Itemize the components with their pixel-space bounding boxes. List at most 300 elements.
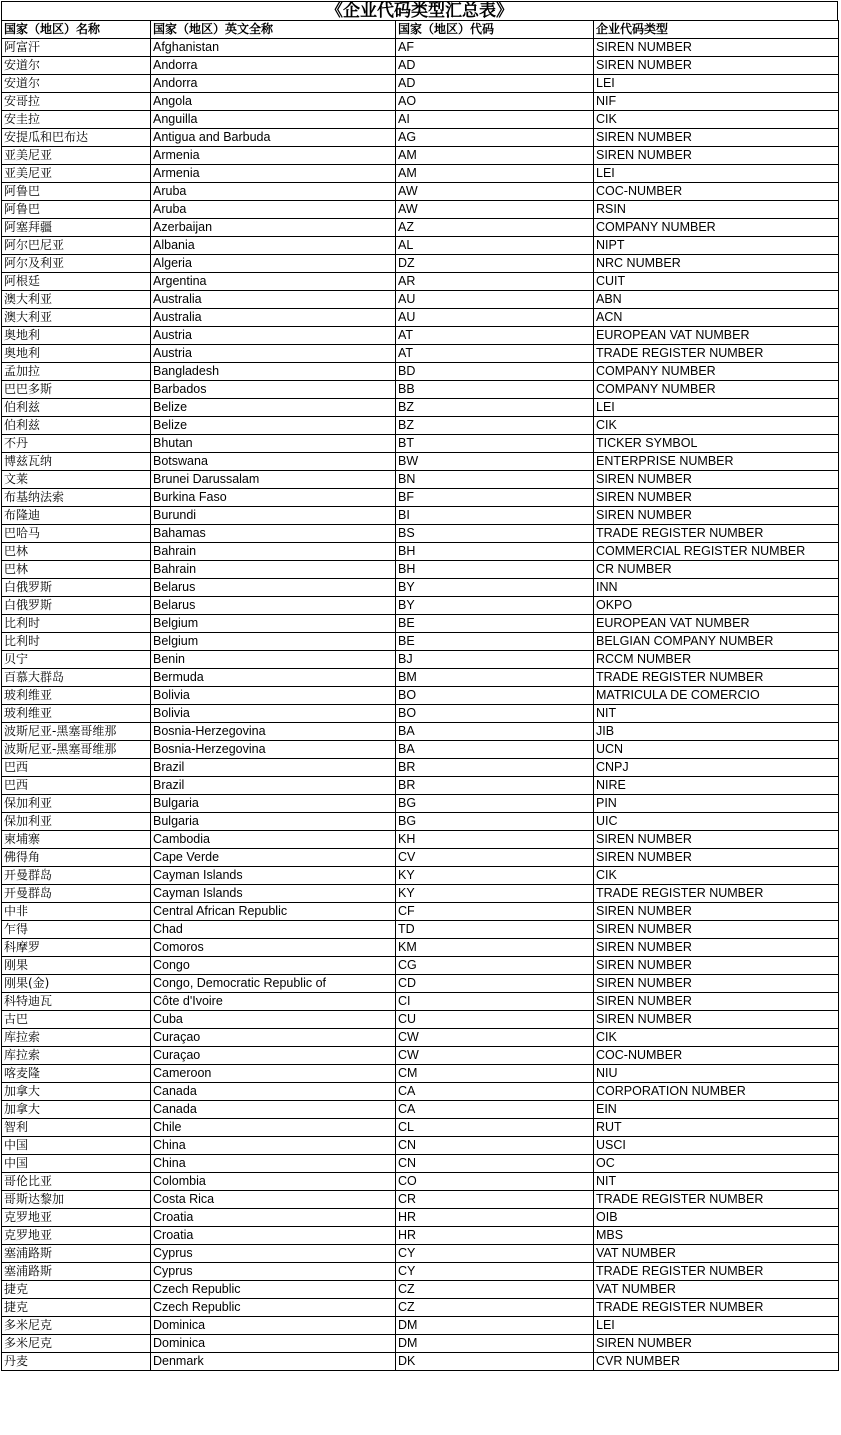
cell-english-name[interactable]: Bosnia-Herzegovina [151,723,396,741]
cell-country-name[interactable]: 中国 [2,1137,151,1155]
cell-country-code[interactable]: CA [396,1083,594,1101]
cell-english-name[interactable]: Congo [151,957,396,975]
cell-english-name[interactable]: Aruba [151,201,396,219]
cell-code-type[interactable]: COMPANY NUMBER [594,381,839,399]
cell-code-type[interactable]: SIREN NUMBER [594,507,839,525]
cell-code-type[interactable]: SIREN NUMBER [594,471,839,489]
cell-country-code[interactable]: BA [396,723,594,741]
cell-english-name[interactable]: Bermuda [151,669,396,687]
cell-code-type[interactable]: RSIN [594,201,839,219]
cell-country-code[interactable]: BY [396,579,594,597]
cell-country-code[interactable]: BI [396,507,594,525]
cell-code-type[interactable]: TRADE REGISTER NUMBER [594,345,839,363]
header-english-name[interactable]: 国家（地区）英文全称 [151,21,396,39]
cell-english-name[interactable]: Anguilla [151,111,396,129]
cell-code-type[interactable]: CIK [594,867,839,885]
cell-country-code[interactable]: AD [396,57,594,75]
cell-country-code[interactable]: CY [396,1245,594,1263]
cell-country-code[interactable]: AD [396,75,594,93]
cell-code-type[interactable]: PIN [594,795,839,813]
cell-country-code[interactable]: AW [396,183,594,201]
cell-country-name[interactable]: 布基纳法索 [2,489,151,507]
cell-country-code[interactable]: AW [396,201,594,219]
cell-country-code[interactable]: CZ [396,1281,594,1299]
cell-code-type[interactable]: SIREN NUMBER [594,147,839,165]
cell-code-type[interactable]: COC-NUMBER [594,1047,839,1065]
cell-code-type[interactable]: SIREN NUMBER [594,57,839,75]
cell-country-code[interactable]: AL [396,237,594,255]
cell-code-type[interactable]: OIB [594,1209,839,1227]
cell-country-code[interactable]: AU [396,309,594,327]
cell-country-name[interactable]: 塞浦路斯 [2,1245,151,1263]
cell-code-type[interactable]: VAT NUMBER [594,1245,839,1263]
cell-code-type[interactable]: NIPT [594,237,839,255]
cell-english-name[interactable]: Andorra [151,57,396,75]
cell-code-type[interactable]: OC [594,1155,839,1173]
cell-english-name[interactable]: Australia [151,291,396,309]
cell-country-name[interactable]: 加拿大 [2,1101,151,1119]
cell-english-name[interactable]: Barbados [151,381,396,399]
cell-country-name[interactable]: 柬埔寨 [2,831,151,849]
cell-country-code[interactable]: AI [396,111,594,129]
cell-code-type[interactable]: NIT [594,1173,839,1191]
cell-code-type[interactable]: SIREN NUMBER [594,39,839,57]
cell-country-code[interactable]: AR [396,273,594,291]
cell-code-type[interactable]: TRADE REGISTER NUMBER [594,1299,839,1317]
cell-country-code[interactable]: CW [396,1029,594,1047]
cell-country-name[interactable]: 奥地利 [2,327,151,345]
cell-code-type[interactable]: CIK [594,1029,839,1047]
cell-code-type[interactable]: TRADE REGISTER NUMBER [594,669,839,687]
cell-country-code[interactable]: BR [396,777,594,795]
cell-english-name[interactable]: Bahamas [151,525,396,543]
cell-country-name[interactable]: 澳大利亚 [2,309,151,327]
cell-english-name[interactable]: Dominica [151,1317,396,1335]
cell-code-type[interactable]: TRADE REGISTER NUMBER [594,1263,839,1281]
cell-country-name[interactable]: 刚果 [2,957,151,975]
cell-country-code[interactable]: AF [396,39,594,57]
cell-country-name[interactable]: 澳大利亚 [2,291,151,309]
cell-english-name[interactable]: Brazil [151,777,396,795]
cell-code-type[interactable]: LEI [594,399,839,417]
cell-country-code[interactable]: BB [396,381,594,399]
cell-code-type[interactable]: EUROPEAN VAT NUMBER [594,615,839,633]
cell-code-type[interactable]: MATRICULA DE COMERCIO [594,687,839,705]
cell-code-type[interactable]: RCCM NUMBER [594,651,839,669]
cell-code-type[interactable]: EIN [594,1101,839,1119]
cell-code-type[interactable]: SIREN NUMBER [594,975,839,993]
cell-code-type[interactable]: OKPO [594,597,839,615]
cell-country-code[interactable]: CM [396,1065,594,1083]
cell-country-code[interactable]: CA [396,1101,594,1119]
cell-english-name[interactable]: Bolivia [151,705,396,723]
cell-code-type[interactable]: INN [594,579,839,597]
cell-code-type[interactable]: ACN [594,309,839,327]
cell-english-name[interactable]: Bhutan [151,435,396,453]
cell-english-name[interactable]: Austria [151,345,396,363]
cell-country-code[interactable]: BG [396,795,594,813]
cell-code-type[interactable]: ENTERPRISE NUMBER [594,453,839,471]
cell-country-name[interactable]: 比利时 [2,615,151,633]
cell-english-name[interactable]: Austria [151,327,396,345]
cell-country-code[interactable]: BO [396,705,594,723]
cell-country-name[interactable]: 开曼群岛 [2,885,151,903]
cell-country-name[interactable]: 阿富汗 [2,39,151,57]
cell-english-name[interactable]: Algeria [151,255,396,273]
cell-country-name[interactable]: 博兹瓦纳 [2,453,151,471]
cell-country-code[interactable]: AT [396,327,594,345]
cell-english-name[interactable]: Bulgaria [151,813,396,831]
cell-country-code[interactable]: CR [396,1191,594,1209]
cell-english-name[interactable]: Cameroon [151,1065,396,1083]
cell-code-type[interactable]: COMMERCIAL REGISTER NUMBER [594,543,839,561]
cell-code-type[interactable]: SIREN NUMBER [594,1011,839,1029]
cell-english-name[interactable]: Chad [151,921,396,939]
cell-country-code[interactable]: DM [396,1335,594,1353]
cell-code-type[interactable]: SIREN NUMBER [594,849,839,867]
cell-country-name[interactable]: 阿根廷 [2,273,151,291]
cell-english-name[interactable]: Bangladesh [151,363,396,381]
cell-code-type[interactable]: USCI [594,1137,839,1155]
cell-code-type[interactable]: MBS [594,1227,839,1245]
cell-english-name[interactable]: Bahrain [151,561,396,579]
cell-english-name[interactable]: Canada [151,1083,396,1101]
cell-country-code[interactable]: CZ [396,1299,594,1317]
cell-country-name[interactable]: 玻利维亚 [2,687,151,705]
cell-country-name[interactable]: 库拉索 [2,1047,151,1065]
cell-country-name[interactable]: 巴西 [2,759,151,777]
cell-english-name[interactable]: Colombia [151,1173,396,1191]
cell-country-code[interactable]: CL [396,1119,594,1137]
cell-country-code[interactable]: BE [396,633,594,651]
cell-code-type[interactable]: SIREN NUMBER [594,1335,839,1353]
cell-country-name[interactable]: 巴林 [2,543,151,561]
cell-country-code[interactable]: BD [396,363,594,381]
cell-country-code[interactable]: BZ [396,399,594,417]
cell-country-code[interactable]: HR [396,1227,594,1245]
cell-country-name[interactable]: 克罗地亚 [2,1227,151,1245]
cell-code-type[interactable]: NIU [594,1065,839,1083]
cell-country-name[interactable]: 哥斯达黎加 [2,1191,151,1209]
cell-country-code[interactable]: CN [396,1137,594,1155]
cell-english-name[interactable]: Cambodia [151,831,396,849]
cell-country-name[interactable]: 安道尔 [2,57,151,75]
cell-country-name[interactable]: 塞浦路斯 [2,1263,151,1281]
cell-country-name[interactable]: 不丹 [2,435,151,453]
cell-country-name[interactable]: 文莱 [2,471,151,489]
header-country-code[interactable]: 国家（地区）代码 [396,21,594,39]
cell-country-name[interactable]: 亚美尼亚 [2,147,151,165]
cell-english-name[interactable]: Benin [151,651,396,669]
cell-english-name[interactable]: Angola [151,93,396,111]
cell-english-name[interactable]: Belize [151,417,396,435]
cell-country-name[interactable]: 智利 [2,1119,151,1137]
cell-country-code[interactable]: BH [396,543,594,561]
cell-country-code[interactable]: CD [396,975,594,993]
cell-country-name[interactable]: 古巴 [2,1011,151,1029]
cell-english-name[interactable]: Brazil [151,759,396,777]
cell-english-name[interactable]: Cayman Islands [151,885,396,903]
cell-country-code[interactable]: BE [396,615,594,633]
cell-country-code[interactable]: AM [396,165,594,183]
cell-country-name[interactable]: 波斯尼亚-黑塞哥维那 [2,741,151,759]
cell-english-name[interactable]: Belgium [151,633,396,651]
cell-english-name[interactable]: Argentina [151,273,396,291]
cell-country-code[interactable]: KY [396,867,594,885]
cell-country-code[interactable]: BY [396,597,594,615]
cell-country-name[interactable]: 巴哈马 [2,525,151,543]
cell-country-code[interactable]: CG [396,957,594,975]
cell-country-name[interactable]: 刚果(金) [2,975,151,993]
cell-english-name[interactable]: Denmark [151,1353,396,1371]
cell-code-type[interactable]: LEI [594,1317,839,1335]
cell-code-type[interactable]: TICKER SYMBOL [594,435,839,453]
cell-country-code[interactable]: CV [396,849,594,867]
cell-code-type[interactable]: LEI [594,165,839,183]
cell-english-name[interactable]: Bahrain [151,543,396,561]
cell-english-name[interactable]: Czech Republic [151,1299,396,1317]
cell-country-name[interactable]: 保加利亚 [2,813,151,831]
cell-code-type[interactable]: TRADE REGISTER NUMBER [594,1191,839,1209]
cell-english-name[interactable]: Australia [151,309,396,327]
cell-country-code[interactable]: BA [396,741,594,759]
cell-country-code[interactable]: BH [396,561,594,579]
cell-country-name[interactable]: 伯利兹 [2,417,151,435]
cell-english-name[interactable]: Croatia [151,1227,396,1245]
cell-country-code[interactable]: CU [396,1011,594,1029]
cell-country-code[interactable]: HR [396,1209,594,1227]
cell-country-name[interactable]: 喀麦隆 [2,1065,151,1083]
cell-code-type[interactable]: SIREN NUMBER [594,921,839,939]
cell-code-type[interactable]: NIRE [594,777,839,795]
cell-country-name[interactable]: 奥地利 [2,345,151,363]
cell-country-name[interactable]: 保加利亚 [2,795,151,813]
cell-country-name[interactable]: 乍得 [2,921,151,939]
cell-code-type[interactable]: CR NUMBER [594,561,839,579]
cell-country-code[interactable]: BT [396,435,594,453]
cell-country-code[interactable]: BO [396,687,594,705]
cell-country-code[interactable]: BM [396,669,594,687]
cell-english-name[interactable]: Cyprus [151,1263,396,1281]
cell-english-name[interactable]: Costa Rica [151,1191,396,1209]
cell-country-code[interactable]: BS [396,525,594,543]
cell-code-type[interactable]: CIK [594,417,839,435]
cell-country-name[interactable]: 波斯尼亚-黑塞哥维那 [2,723,151,741]
cell-country-name[interactable]: 阿尔及利亚 [2,255,151,273]
cell-english-name[interactable]: Belgium [151,615,396,633]
cell-code-type[interactable]: NIF [594,93,839,111]
cell-country-code[interactable]: BR [396,759,594,777]
cell-country-name[interactable]: 白俄罗斯 [2,579,151,597]
cell-code-type[interactable]: NIT [594,705,839,723]
cell-english-name[interactable]: Central African Republic [151,903,396,921]
cell-country-code[interactable]: AO [396,93,594,111]
cell-country-name[interactable]: 多米尼克 [2,1335,151,1353]
cell-english-name[interactable]: Afghanistan [151,39,396,57]
cell-english-name[interactable]: Belarus [151,597,396,615]
cell-country-name[interactable]: 阿尔巴尼亚 [2,237,151,255]
cell-english-name[interactable]: Canada [151,1101,396,1119]
cell-english-name[interactable]: Belize [151,399,396,417]
cell-code-type[interactable]: UIC [594,813,839,831]
cell-country-name[interactable]: 安哥拉 [2,93,151,111]
cell-country-code[interactable]: KY [396,885,594,903]
cell-country-name[interactable]: 巴巴多斯 [2,381,151,399]
cell-english-name[interactable]: Dominica [151,1335,396,1353]
cell-code-type[interactable]: SIREN NUMBER [594,903,839,921]
cell-country-name[interactable]: 捷克 [2,1299,151,1317]
cell-country-name[interactable]: 阿塞拜疆 [2,219,151,237]
cell-country-name[interactable]: 玻利维亚 [2,705,151,723]
cell-country-name[interactable]: 布隆迪 [2,507,151,525]
cell-code-type[interactable]: EUROPEAN VAT NUMBER [594,327,839,345]
cell-country-name[interactable]: 安道尔 [2,75,151,93]
cell-country-name[interactable]: 丹麦 [2,1353,151,1371]
cell-english-name[interactable]: Cape Verde [151,849,396,867]
cell-country-code[interactable]: AM [396,147,594,165]
cell-country-code[interactable]: BF [396,489,594,507]
cell-country-code[interactable]: CF [396,903,594,921]
cell-country-code[interactable]: BG [396,813,594,831]
cell-country-name[interactable]: 白俄罗斯 [2,597,151,615]
cell-country-name[interactable]: 安提瓜和巴布达 [2,129,151,147]
cell-code-type[interactable]: ABN [594,291,839,309]
cell-country-name[interactable]: 百慕大群岛 [2,669,151,687]
cell-english-name[interactable]: Côte d'Ivoire [151,993,396,1011]
cell-country-code[interactable]: CO [396,1173,594,1191]
cell-english-name[interactable]: Czech Republic [151,1281,396,1299]
cell-english-name[interactable]: Bulgaria [151,795,396,813]
cell-english-name[interactable]: Armenia [151,147,396,165]
cell-country-code[interactable]: AG [396,129,594,147]
cell-english-name[interactable]: Chile [151,1119,396,1137]
cell-code-type[interactable]: SIREN NUMBER [594,993,839,1011]
cell-code-type[interactable]: UCN [594,741,839,759]
cell-code-type[interactable]: CORPORATION NUMBER [594,1083,839,1101]
cell-code-type[interactable]: COMPANY NUMBER [594,363,839,381]
cell-country-name[interactable]: 阿鲁巴 [2,201,151,219]
cell-english-name[interactable]: Aruba [151,183,396,201]
cell-country-code[interactable]: CI [396,993,594,1011]
cell-country-name[interactable]: 比利时 [2,633,151,651]
cell-english-name[interactable]: Armenia [151,165,396,183]
cell-country-name[interactable]: 孟加拉 [2,363,151,381]
cell-code-type[interactable]: TRADE REGISTER NUMBER [594,525,839,543]
cell-country-code[interactable]: AU [396,291,594,309]
cell-country-code[interactable]: DM [396,1317,594,1335]
header-code-type[interactable]: 企业代码类型 [594,21,839,39]
cell-country-name[interactable]: 伯利兹 [2,399,151,417]
cell-code-type[interactable]: BELGIAN COMPANY NUMBER [594,633,839,651]
cell-english-name[interactable]: Belarus [151,579,396,597]
cell-country-code[interactable]: BW [396,453,594,471]
cell-country-code[interactable]: KM [396,939,594,957]
cell-country-name[interactable]: 加拿大 [2,1083,151,1101]
cell-english-name[interactable]: China [151,1137,396,1155]
cell-code-type[interactable]: LEI [594,75,839,93]
cell-country-name[interactable]: 科摩罗 [2,939,151,957]
cell-country-code[interactable]: BN [396,471,594,489]
cell-country-name[interactable]: 开曼群岛 [2,867,151,885]
cell-country-code[interactable]: CY [396,1263,594,1281]
cell-code-type[interactable]: VAT NUMBER [594,1281,839,1299]
cell-english-name[interactable]: Botswana [151,453,396,471]
cell-country-code[interactable]: AT [396,345,594,363]
cell-country-name[interactable]: 亚美尼亚 [2,165,151,183]
cell-english-name[interactable]: Bolivia [151,687,396,705]
cell-country-name[interactable]: 库拉索 [2,1029,151,1047]
cell-english-name[interactable]: Burundi [151,507,396,525]
cell-country-code[interactable]: DZ [396,255,594,273]
cell-country-name[interactable]: 捷克 [2,1281,151,1299]
cell-country-name[interactable]: 克罗地亚 [2,1209,151,1227]
cell-country-name[interactable]: 佛得角 [2,849,151,867]
cell-english-name[interactable]: Cuba [151,1011,396,1029]
cell-country-code[interactable]: AZ [396,219,594,237]
cell-english-name[interactable]: Antigua and Barbuda [151,129,396,147]
cell-country-name[interactable]: 多米尼克 [2,1317,151,1335]
cell-english-name[interactable]: Cayman Islands [151,867,396,885]
cell-english-name[interactable]: Albania [151,237,396,255]
cell-english-name[interactable]: Cyprus [151,1245,396,1263]
cell-code-type[interactable]: COMPANY NUMBER [594,219,839,237]
cell-country-code[interactable]: KH [396,831,594,849]
cell-country-name[interactable]: 安圭拉 [2,111,151,129]
cell-country-name[interactable]: 阿鲁巴 [2,183,151,201]
cell-code-type[interactable]: NRC NUMBER [594,255,839,273]
cell-code-type[interactable]: CNPJ [594,759,839,777]
cell-code-type[interactable]: JIB [594,723,839,741]
cell-country-code[interactable]: CW [396,1047,594,1065]
cell-english-name[interactable]: Burkina Faso [151,489,396,507]
cell-code-type[interactable]: SIREN NUMBER [594,129,839,147]
cell-country-name[interactable]: 贝宁 [2,651,151,669]
cell-code-type[interactable]: SIREN NUMBER [594,489,839,507]
cell-country-name[interactable]: 中国 [2,1155,151,1173]
cell-code-type[interactable]: SIREN NUMBER [594,939,839,957]
cell-english-name[interactable]: Comoros [151,939,396,957]
cell-code-type[interactable]: CUIT [594,273,839,291]
cell-code-type[interactable]: CIK [594,111,839,129]
cell-code-type[interactable]: CVR NUMBER [594,1353,839,1371]
header-country-name[interactable]: 国家（地区）名称 [2,21,151,39]
cell-country-code[interactable]: TD [396,921,594,939]
cell-english-name[interactable]: Bosnia-Herzegovina [151,741,396,759]
cell-country-code[interactable]: BJ [396,651,594,669]
cell-country-name[interactable]: 科特迪瓦 [2,993,151,1011]
cell-code-type[interactable]: COC-NUMBER [594,183,839,201]
cell-english-name[interactable]: Congo, Democratic Republic of [151,975,396,993]
cell-english-name[interactable]: Azerbaijan [151,219,396,237]
cell-english-name[interactable]: China [151,1155,396,1173]
cell-code-type[interactable]: TRADE REGISTER NUMBER [594,885,839,903]
cell-english-name[interactable]: Croatia [151,1209,396,1227]
cell-country-code[interactable]: DK [396,1353,594,1371]
cell-code-type[interactable]: RUT [594,1119,839,1137]
cell-country-name[interactable]: 巴西 [2,777,151,795]
cell-english-name[interactable]: Curaçao [151,1047,396,1065]
cell-country-code[interactable]: BZ [396,417,594,435]
cell-country-name[interactable]: 哥伦比亚 [2,1173,151,1191]
cell-country-name[interactable]: 中非 [2,903,151,921]
cell-country-name[interactable]: 巴林 [2,561,151,579]
cell-english-name[interactable]: Curaçao [151,1029,396,1047]
cell-country-code[interactable]: CN [396,1155,594,1173]
cell-english-name[interactable]: Andorra [151,75,396,93]
cell-english-name[interactable]: Brunei Darussalam [151,471,396,489]
cell-code-type[interactable]: SIREN NUMBER [594,957,839,975]
cell-code-type[interactable]: SIREN NUMBER [594,831,839,849]
